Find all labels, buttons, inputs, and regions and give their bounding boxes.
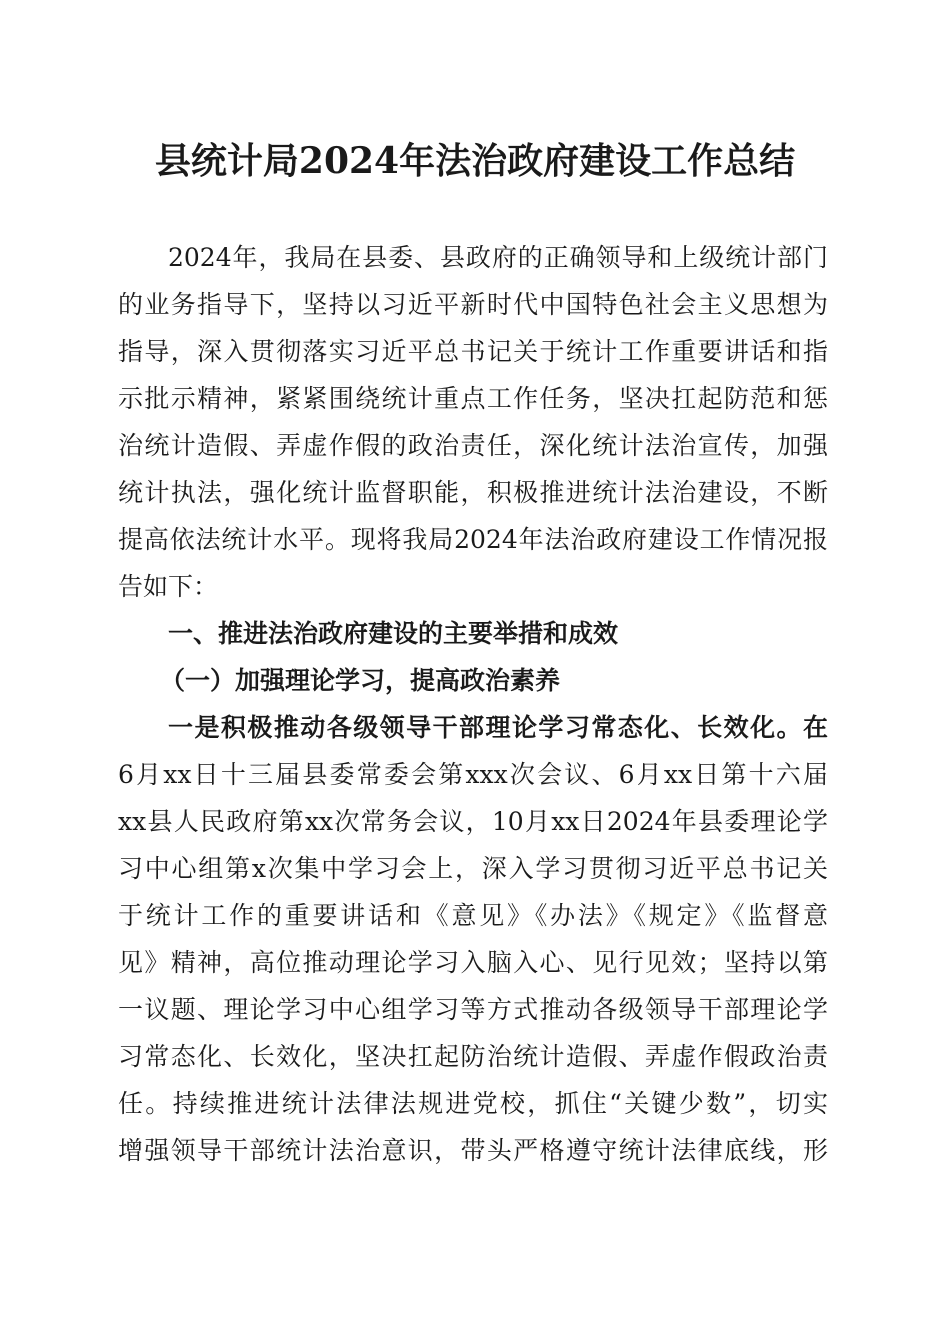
paragraph-line: 增强领导干部统计法治意识，带头严格遵守统计法律底线，形 <box>118 1136 828 1165</box>
section-heading: 一、推进法治政府建设的主要举措和成效 <box>168 619 619 648</box>
intro-line: 统计执法，强化统计监督职能，积极推进统计法治建设，不断 <box>118 478 828 507</box>
paragraph-line: 一议题、理论学习中心组学习等方式推动各级领导干部理论学 <box>118 995 828 1024</box>
paragraph-line: 于统计工作的重要讲话和《意见》《办法》《规定》《监督意 <box>118 901 828 930</box>
page-title: 县统计局2024年法治政府建设工作总结 <box>154 140 796 182</box>
paragraph-line: 见》精神，高位推动理论学习入脑入心、见行见效；坚持以第 <box>118 948 828 977</box>
intro-line: 提高依法统计水平。现将我局2024年法治政府建设工作情况报 <box>118 525 828 554</box>
paragraph-line: 习常态化、长效化，坚决扛起防治统计造假、弄虚作假政治责 <box>118 1042 828 1071</box>
paragraph-line: xx县人民政府第xx次常务会议，10月xx日2024年县委理论学 <box>118 807 828 836</box>
paragraph-line: 一是积极推动各级领导干部理论学习常态化、长效化。在 <box>168 713 828 742</box>
paragraph-line: 任。持续推进统计法律法规进党校，抓住“关键少数”，切实 <box>118 1089 828 1118</box>
subsection-heading: （一）加强理论学习，提高政治素养 <box>160 666 561 695</box>
intro-line: 的业务指导下，坚持以习近平新时代中国特色社会主义思想为 <box>118 290 828 319</box>
intro-line: 示批示精神，紧紧围绕统计重点工作任务，坚决扛起防范和惩 <box>118 384 828 413</box>
intro-line: 治统计造假、弄虚作假的政治责任，深化统计法治宣传，加强 <box>118 431 828 460</box>
paragraph-line: 习中心组第x次集中学习会上，深入学习贯彻习近平总书记关 <box>118 854 828 883</box>
paragraph-line: 6月xx日十三届县委常委会第xxx次会议、6月xx日第十六届 <box>118 760 828 789</box>
intro-line: 2024年，我局在县委、县政府的正确领导和上级统计部门 <box>168 243 828 272</box>
intro-line: 指导，深入贯彻落实习近平总书记关于统计工作重要讲话和指 <box>118 337 828 366</box>
intro-line: 告如下： <box>118 572 219 601</box>
